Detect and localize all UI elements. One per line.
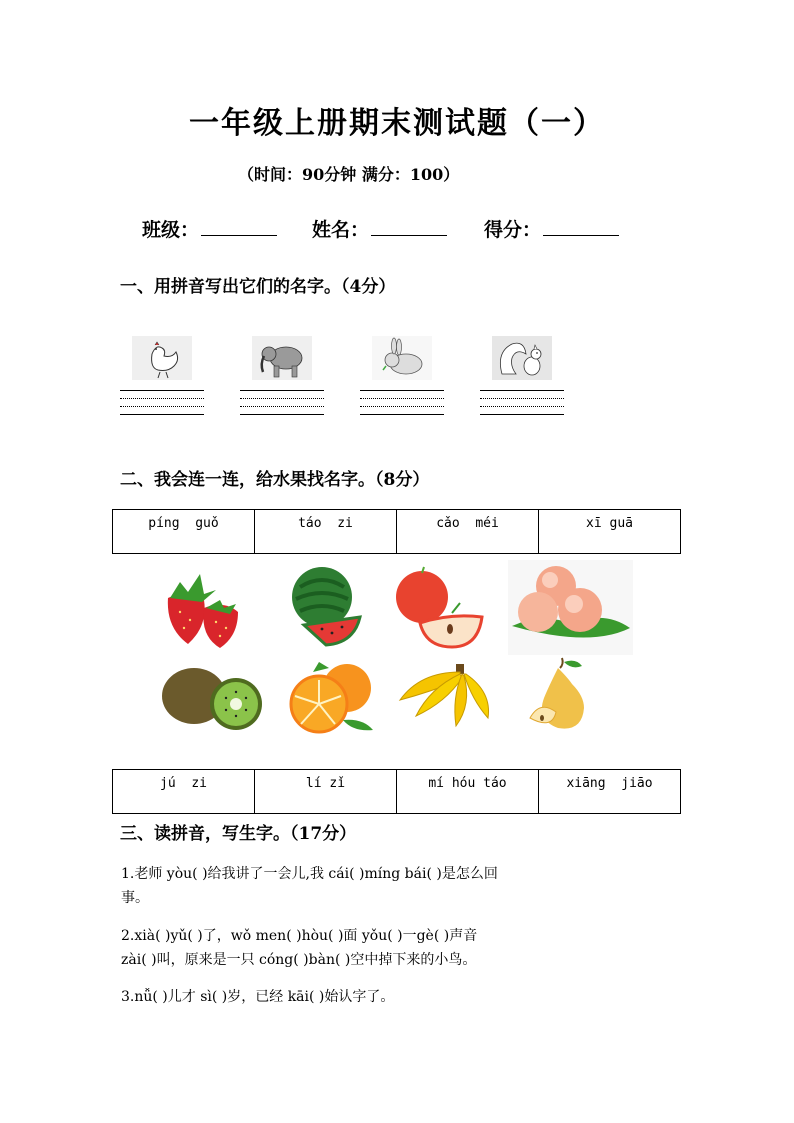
banana-icon: [396, 660, 496, 730]
peach-icon: [508, 560, 633, 655]
answer-lines[interactable]: [120, 390, 204, 415]
apple-icon: [394, 565, 489, 650]
rooster-icon: [132, 336, 192, 380]
score-field: [484, 215, 619, 242]
orange-icon: [283, 660, 383, 735]
animal-squirrel: [480, 336, 564, 415]
pinyin-cell: táo zi: [255, 510, 397, 554]
section2-heading: 二、我会连一连，给水果找名字。（8分）: [120, 470, 430, 490]
score-label: 得分：: [484, 219, 542, 241]
question-1-line-2: 事。: [121, 890, 149, 906]
animal-elephant: [240, 336, 324, 415]
name-field: [312, 215, 447, 242]
section1-heading: 一、用拼音写出它们的名字。（4分）: [120, 277, 396, 297]
animal-rabbit: [360, 336, 444, 415]
exam-subtitle: （时间：90分钟 满分：100）: [238, 165, 460, 184]
kiwi-icon: [160, 664, 265, 734]
score-blank[interactable]: [543, 215, 619, 236]
question-3-line-1: 3.nǚ( )儿才 sì( )岁，已经 kāi( )始认字了。: [121, 989, 395, 1005]
strawberry-icon: [160, 568, 255, 653]
pinyin-cell: mí hóu táo: [397, 770, 539, 814]
answer-lines[interactable]: [240, 390, 324, 415]
section3-heading: 三、读拼音，写生字。（17分）: [120, 824, 357, 844]
squirrel-icon: [492, 336, 552, 380]
pinyin-cell: píng guǒ: [113, 510, 255, 554]
page-title: 一年级上册期末测试题（一）: [189, 106, 605, 141]
pinyin-cell: xiāng jiāo: [539, 770, 681, 814]
question-3: [121, 985, 681, 1009]
pinyin-cell: xī guā: [539, 510, 681, 554]
animal-rooster: [120, 336, 204, 415]
question-2-line-2: zài( )叫，原来是一只 cóng( )bàn( )空中掉下来的小鸟。: [121, 952, 477, 968]
question-1-line-1: 1.老师 yòu( )给我讲了一会儿,我 cái( )míng bái( )是怎么回: [121, 866, 498, 882]
pinyin-table-top: [112, 509, 681, 554]
elephant-icon: [252, 336, 312, 380]
question-1: [121, 862, 681, 910]
question-2: [121, 924, 681, 972]
pinyin-cell: jú zi: [113, 770, 255, 814]
pinyin-cell: lí zǐ: [255, 770, 397, 814]
class-label: 班级：: [142, 219, 200, 241]
answer-lines[interactable]: [480, 390, 564, 415]
rabbit-icon: [372, 336, 432, 380]
class-blank[interactable]: [201, 215, 277, 236]
pear-icon: [524, 656, 599, 736]
name-label: 姓名：: [312, 219, 370, 241]
pinyin-table-bottom: [112, 769, 681, 814]
question-2-line-1: 2.xià( )yǔ( )了，wǒ men( )hòu( )面 yǒu( )一gè( )声音: [121, 928, 478, 944]
pinyin-cell: cǎo méi: [397, 510, 539, 554]
class-field: [142, 215, 277, 242]
name-blank[interactable]: [371, 215, 447, 236]
watermelon-icon: [286, 563, 366, 648]
answer-lines[interactable]: [360, 390, 444, 415]
